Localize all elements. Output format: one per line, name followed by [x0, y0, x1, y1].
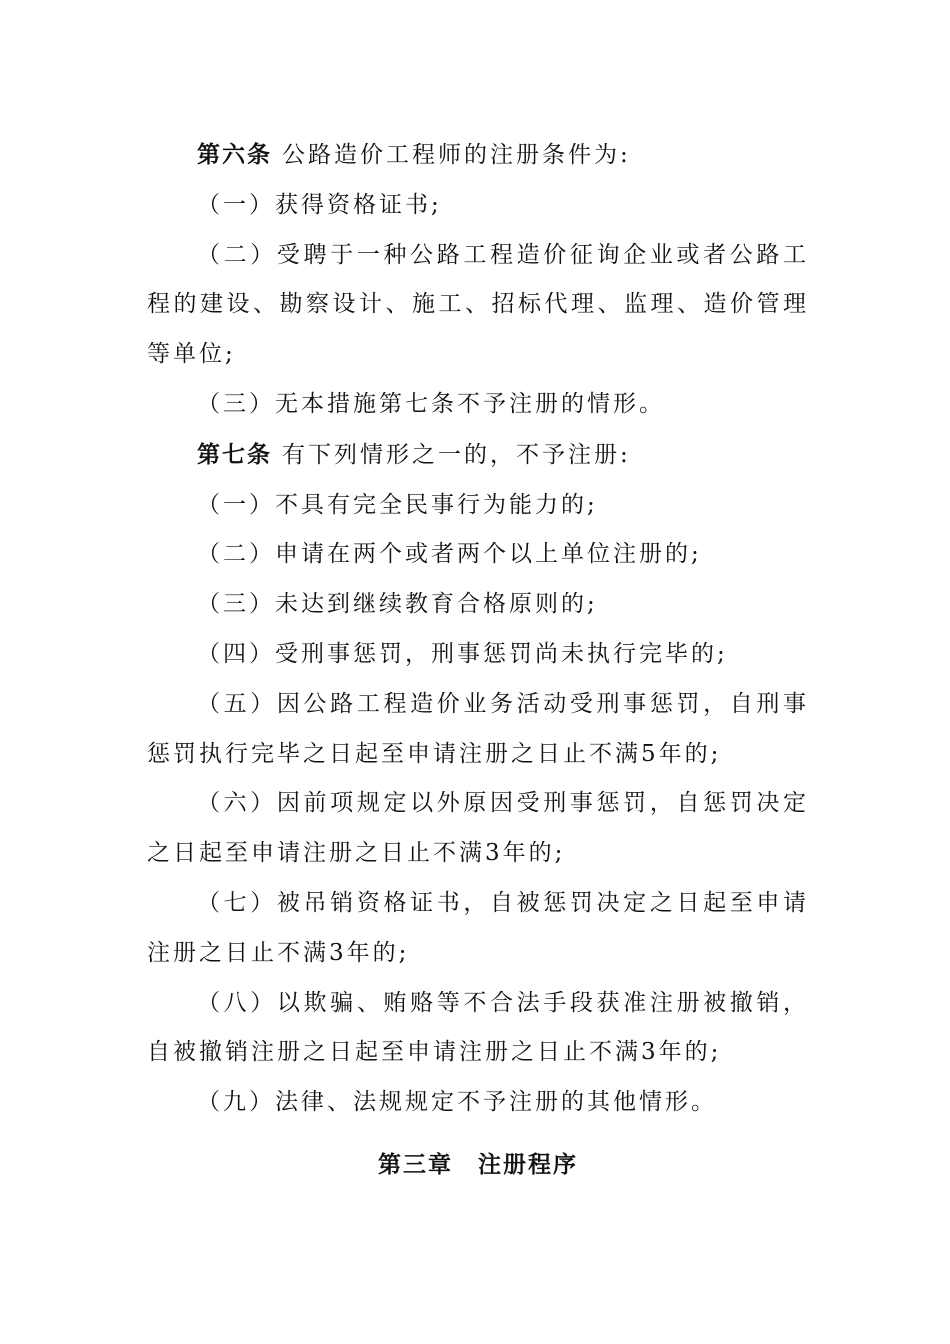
article-6-item-2: （二）受聘于一种公路工程造价征询企业或者公路工程的建设、勘察设计、施工、招标代理、监理、造价管理等单位;	[147, 241, 809, 368]
article-7-item-1: （一）不具有完全民事行为能力的;	[197, 491, 598, 518]
article-6-title: 第六条	[197, 141, 272, 168]
chapter-heading: 第三章 注册程序	[378, 1150, 578, 1178]
article-7	[147, 430, 809, 481]
article-7-item-7: （七）被吊销资格证书，自被惩罚决定之日起至申请注册之日止不满3年的;	[147, 889, 809, 966]
article-7-body: 有下列情形之一的，不予注册:	[282, 441, 631, 468]
article-7-item-8: （八）以欺骗、贿赂等不合法手段获准注册被撤销，自被撤销注册之日起至申请注册之日止不满3年的;	[147, 989, 809, 1066]
document-content	[147, 130, 809, 1185]
article-7-item-5: （五）因公路工程造价业务活动受刑事惩罚，自刑事惩罚执行完毕之日起至申请注册之日止不满5年的;	[147, 690, 809, 767]
article-6-item-3: （三）无本措施第七条不予注册的情形。	[197, 390, 665, 417]
article-7-title: 第七条	[197, 440, 272, 468]
article-7-item-6: （六）因前项规定以外原因受刑事惩罚，自惩罚决定之日起至申请注册之日止不满3年的;	[147, 790, 809, 867]
article-6	[147, 130, 809, 181]
article-6-item-1: （一）获得资格证书;	[197, 191, 442, 218]
article-7-item-4: （四）受刑事惩罚，刑事惩罚尚未执行完毕的;	[197, 640, 728, 667]
article-7-item-9: （九）法律、法规规定不予注册的其他情形。	[197, 1089, 717, 1116]
article-7-item-3: （三）未达到继续教育合格原则的;	[197, 591, 598, 618]
article-6-body: 公路造价工程师的注册条件为:	[282, 142, 631, 168]
article-7-item-2: （二）申请在两个或者两个以上单位注册的;	[197, 541, 702, 568]
